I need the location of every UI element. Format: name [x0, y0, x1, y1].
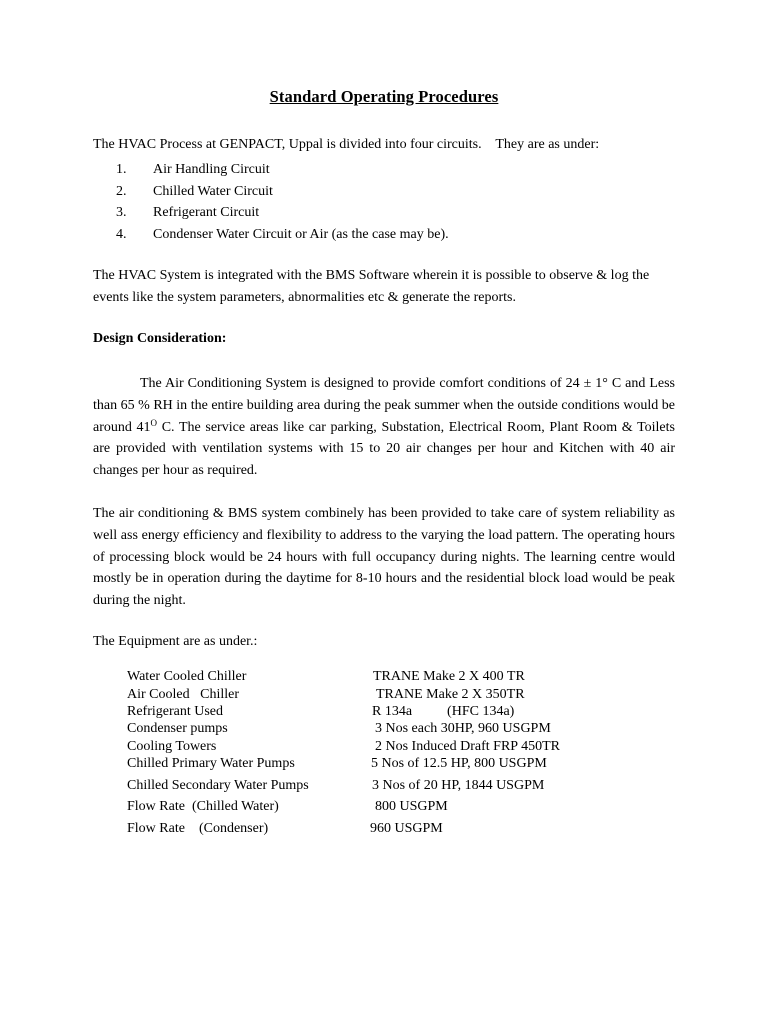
equipment-value: 960 USGPM — [370, 821, 443, 836]
equipment-value: 3 Nos each 30HP, 960 USGPM — [375, 721, 551, 736]
equipment-label: Air Cooled Chiller — [127, 687, 239, 702]
list-item: 2. Chilled Water Circuit — [116, 183, 273, 199]
equipment-label: Chilled Secondary Water Pumps — [127, 778, 309, 793]
page-title: Standard Operating Procedures — [269, 87, 499, 106]
equipment-heading: The Equipment are as under.: — [93, 634, 258, 649]
equipment-value: R 134a (HFC 134a) — [372, 704, 515, 719]
list-item-label: Air Handling Circuit — [153, 162, 270, 177]
equipment-value: 800 USGPM — [375, 799, 448, 814]
list-item: 4. Condenser Water Circuit or Air (as the case may be). — [116, 227, 449, 243]
equipment-label: Chilled Primary Water Pumps — [127, 756, 295, 771]
bms-paragraph: The HVAC System is integrated with the BMS Software wherein it is possible to observe & log the events like the system parameters, abnormalities etc & generate the reports. — [93, 268, 650, 305]
equipment-value: 2 Nos Induced Draft FRP 450TR — [375, 739, 560, 754]
list-item-label: Refrigerant Circuit — [153, 205, 260, 221]
equipment-label: Refrigerant Used — [127, 704, 224, 719]
reliability-paragraph: The air conditioning & BMS system combinely has been provided to take care of system reliability as well ass energy efficiency and flexibility to address to the varying the load pattern. The operating hours of processing block would be 24 hours with full occupancy during nights. The learning centre would mostly be in operation during the daytime for 8-10 hours and the residential block load would be peak during the night. — [93, 506, 675, 609]
list-item: 1. Air Handling Circuit — [116, 162, 270, 177]
degree-superscript: O — [150, 417, 158, 428]
equipment-label: Condenser pumps — [127, 721, 228, 736]
design-paragraph: The Air Conditioning System is designed to provide comfort conditions of 24 ± 1° C and Less than 65 % RH in the entire building area during the peak summer when the outside conditions would be around $41^O$ C. The service areas like car parking, Substation, Electrical Room, Plant Room & Toilets are provided with ventilation systems with 15 to 20 air changes per hour and Kitchen with 40 air changes per hour as required. — [93, 376, 675, 479]
equipment-value: TRANE Make 2 X 350TR — [376, 687, 525, 702]
intro-text: The HVAC Process at GENPACT, Uppal is divided into four circuits. They are as under: — [93, 137, 600, 152]
equipment-value: 5 Nos of 12.5 HP, 800 USGPM — [371, 756, 547, 771]
equipment-value: TRANE Make 2 X 400 TR — [373, 669, 525, 684]
equipment-label: Flow Rate (Chilled Water) — [127, 799, 279, 814]
equipment-label: Flow Rate (Condenser) — [127, 821, 269, 836]
list-item-label: Chilled Water Circuit — [153, 183, 273, 199]
equipment-value: 3 Nos of 20 HP, 1844 USGPM — [372, 778, 545, 793]
equipment-label: Water Cooled Chiller — [127, 669, 247, 684]
equipment-label: Cooling Towers — [127, 739, 217, 754]
circuit-list — [116, 159, 449, 246]
list-item-label: Condenser Water Circuit or Air (as the case may be). — [153, 227, 449, 243]
design-heading: Design Consideration: — [93, 331, 227, 346]
list-item: 3. Refrigerant Circuit — [116, 205, 260, 221]
